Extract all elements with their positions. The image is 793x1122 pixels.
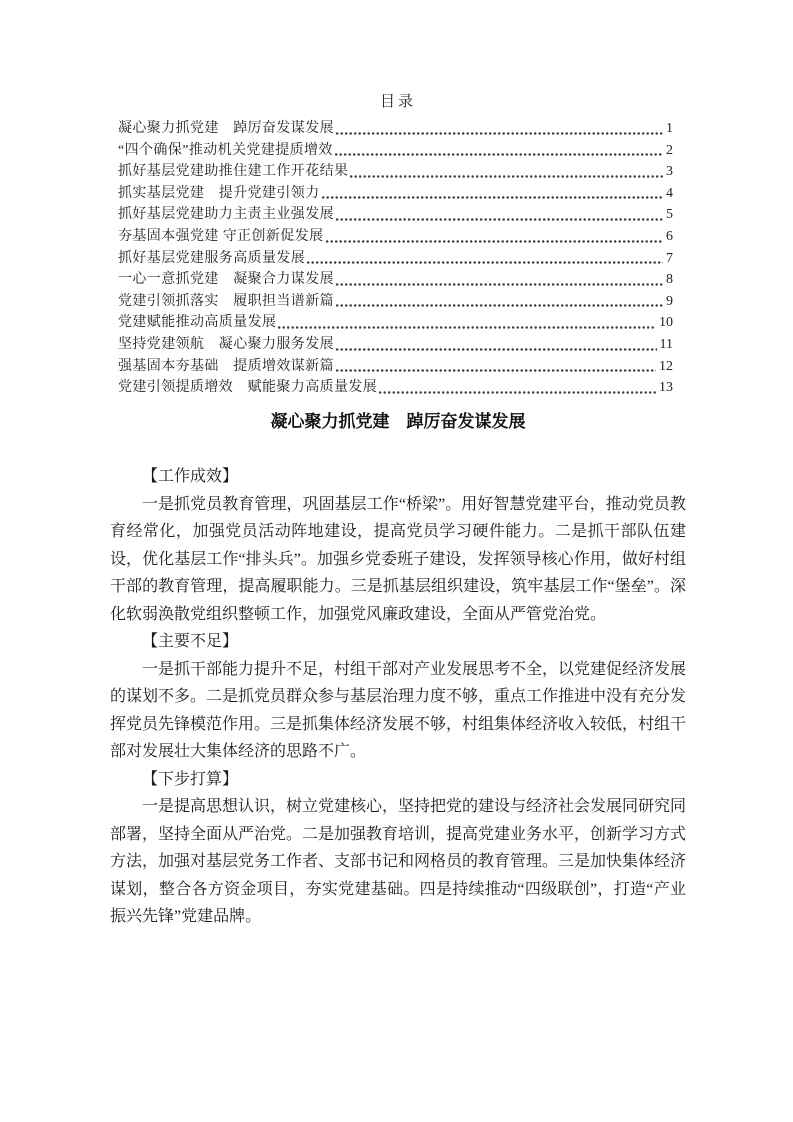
toc-entry[interactable] — [118, 225, 673, 247]
toc-entry-page-number: 2 — [666, 142, 673, 158]
toc-entry-page-number: 11 — [659, 336, 673, 352]
toc-entry-page-number: 4 — [666, 185, 673, 201]
toc-dot-leader — [335, 153, 663, 156]
article-section — [110, 766, 686, 931]
toc-entry-page-number: 5 — [666, 207, 673, 223]
toc-entry-page-number: 3 — [666, 164, 673, 180]
toc-entry[interactable] — [118, 182, 673, 204]
toc-dot-leader — [322, 196, 663, 199]
toc-dot-leader — [278, 326, 656, 329]
toc-dot-leader — [326, 240, 664, 243]
toc-entry-label: 抓好基层党建服务高质量发展 — [118, 250, 306, 266]
toc-entry[interactable] — [118, 355, 673, 377]
toc-entry-page-number: 10 — [659, 315, 673, 331]
toc-entry-label: 强基固本夯基础 提质增效谋新篇 — [118, 358, 334, 374]
article-section — [110, 463, 686, 628]
toc-entry[interactable] — [118, 160, 673, 182]
toc-entry-label: 夯基固本强党建 守正创新促发展 — [118, 228, 324, 244]
toc-entry[interactable] — [118, 139, 673, 161]
toc-entry-page-number: 1 — [666, 121, 673, 136]
toc-entry[interactable] — [118, 268, 673, 290]
section-paragraph: 一是提高思想认识，树立党建核心，坚持把党的建设与经济社会发展同研究同部署，坚持全面从严治党。二是加强教育培训，提高党建业务水平，创新学习方式方法，加强对基层党务工作者、支部书记和网格员的教育管理。三是加快集体经济谋划，整合各方资金项目，夯实党建基础。四是持续推动“四级联创”，打造“产业振兴先锋”党建品牌。 — [110, 798, 687, 925]
article-section — [110, 628, 686, 766]
toc-entry[interactable] — [118, 117, 673, 139]
toc-entry-label: “四个确保”推动机关党建提质增效 — [118, 142, 333, 158]
toc-dot-leader — [307, 261, 663, 264]
article-title: 凝心聚力抓党建 踔厉奋发谋发展 — [270, 412, 526, 431]
toc-entry-page-number: 13 — [659, 380, 673, 396]
section-label: 【主要不足】 — [142, 633, 239, 650]
toc-dot-leader — [336, 369, 656, 372]
toc-entry[interactable] — [118, 247, 673, 269]
toc-entry-label: 抓实基层党建 提升党建引领力 — [118, 185, 320, 201]
toc-entry-page-number: 12 — [659, 358, 673, 374]
section-label: 【下步打算】 — [142, 770, 239, 788]
toc-entry[interactable] — [118, 290, 673, 312]
toc-entry[interactable] — [118, 203, 673, 225]
toc-dot-leader — [336, 218, 663, 221]
toc-entry-page-number: 8 — [666, 272, 673, 288]
toc-entry-label: 坚持党建领航 凝心聚力服务发展 — [118, 336, 334, 352]
toc-title: 目录 — [379, 94, 416, 110]
toc-entry-page-number: 9 — [666, 293, 673, 309]
toc-entry-label: 一心一意抓党建 凝聚合力谋发展 — [118, 272, 334, 288]
toc-entry-page-number: 6 — [666, 228, 673, 244]
article-body — [110, 463, 686, 931]
section-paragraph: 一是抓党员教育管理，巩固基层工作“桥梁”。用好智慧党建平台，推动党员教育经常化，加强党员活动阵地建设，提高党员学习硬件能力。二是抓干部队伍建设，优化基层工作“排头兵”。加强乡党委班子建设，发挥领导核心作用，做好村组干部的教育管理，提高履职能力。三是抓基层组织建设，筑牢基层工作“堡垒”。深化软弱涣散党组织整顿工作，加强党风廉政建设，全面从严管党治党。 — [110, 495, 686, 623]
toc-dot-leader — [336, 283, 663, 286]
toc-entry-label: 党建引领抓落实 履职担当谱新篇 — [118, 293, 334, 309]
toc-dot-leader — [379, 391, 656, 394]
toc-list — [118, 117, 673, 398]
section-label: 【工作成效】 — [142, 468, 239, 485]
toc-dot-leader — [350, 175, 663, 178]
toc-entry-label: 抓好基层党建助力主责主业强发展 — [118, 207, 334, 223]
toc-entry[interactable] — [118, 333, 673, 355]
toc-dot-leader — [336, 132, 663, 135]
table-of-contents — [110, 92, 686, 398]
toc-entry-page-number: 7 — [666, 250, 673, 266]
toc-entry[interactable] — [118, 311, 673, 333]
toc-entry-label: 党建赋能推动高质量发展 — [118, 315, 277, 331]
toc-dot-leader — [336, 304, 663, 307]
toc-entry-label: 党建引领提质增效 赋能聚力高质量发展 — [118, 380, 378, 396]
toc-entry[interactable] — [118, 376, 673, 398]
toc-dot-leader — [336, 348, 657, 351]
toc-entry-label: 抓好基层党建助推住建工作开花结果 — [118, 164, 349, 180]
toc-entry-label: 凝心聚力抓党建 踔厉奋发谋发展 — [118, 121, 334, 136]
section-paragraph: 一是抓干部能力提升不足，村组干部对产业发展思考不全，以党建促经济发展的谋划不多。二是抓党员群众参与基层治理力度不够，重点工作推进中没有充分发挥党员先锋模范作用。三是抓集体经济发展不够，村组集体经济收入较低，村组干部对发展壮大集体经济的思路不广。 — [110, 660, 687, 760]
